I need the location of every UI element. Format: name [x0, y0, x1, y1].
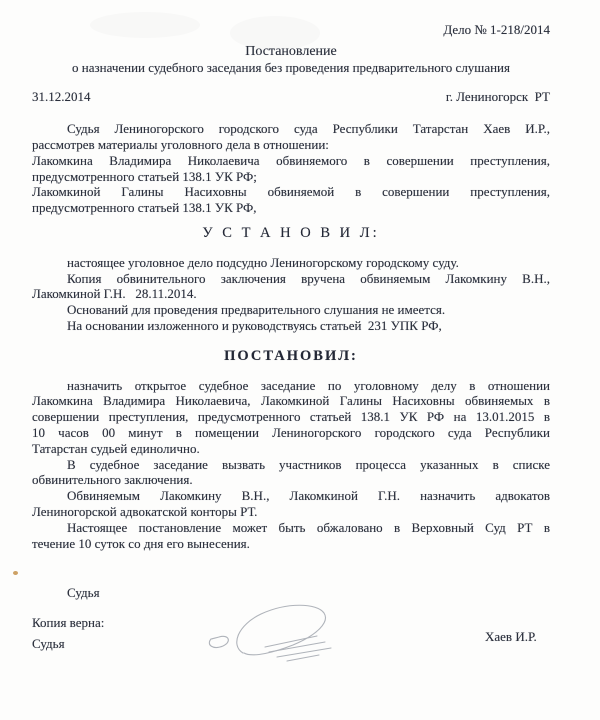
text-line: Обвиняемым Лакомкину В.Н., Лакомкиной Г.Н. назначить адвокатов [67, 488, 550, 504]
text-line: течение 10 суток со дня его вынесения. [32, 535, 250, 551]
section-heading: У С Т А Н О В И Л: [202, 224, 380, 241]
text-line: Настоящее постановление может быть обжаловано в Верховный Суд РТ в [67, 519, 550, 535]
text-line: предусмотренного статьей 138.1 УК РФ, [32, 200, 257, 216]
paragraph [32, 378, 550, 457]
text-line: обвинительного заключения. [32, 472, 193, 488]
document-date: 31.12.2014 [32, 89, 91, 105]
text-line: настоящее уголовное дело подсудно Лениногорскому городскому суду. [67, 254, 459, 270]
text-line: Копия обвинительного заключения вручена обвиняемым Лакомкину В.Н., [67, 270, 550, 286]
document-subtitle: о назначении судебного заседания без проведения предварительного слушания [72, 59, 510, 75]
paragraph [32, 457, 550, 489]
paragraph [32, 488, 550, 520]
paragraph [32, 520, 550, 552]
text-line: Лакомкиной Г.Н. 28.11.2014. [32, 286, 197, 302]
text-line: Лакомкиной Галины Насиховны обвиняемой в совершении преступления, [32, 184, 550, 200]
text-line: Лакомкина Владимира Николаевича, Лакомкиной Галины Насиховны обвиняемых в [32, 393, 550, 409]
copy-judge-label: Судья [32, 636, 65, 651]
judge-signature-icon [205, 601, 345, 663]
paragraph [32, 255, 550, 271]
text-line: Оснований для проведения предварительного слушания не имеется. [67, 302, 446, 318]
text-line: На основании изложенного и руководствуясь статьей 231 УПК РФ, [67, 317, 442, 333]
text-line: Лениногорской адвокатской конторы РТ. [32, 503, 258, 519]
text-line: Татарстан судьей единолично. [32, 440, 200, 456]
document-place: г. Лениногорск РТ [445, 89, 550, 105]
paragraph [32, 271, 550, 303]
copy-certified-note: Копия верна: [32, 615, 105, 630]
document-body [32, 121, 550, 551]
text-line: предусмотренного статьей 138.1 УК РФ; [32, 168, 257, 184]
document-title: Постановление [245, 43, 337, 59]
text-line: Лакомкина Владимира Николаевича обвиняемого в совершении преступления, [32, 152, 550, 168]
text-line: совершении преступления, предусмотренного статьей 138.1 УК РФ на 13.01.2015 в [32, 409, 550, 425]
text-line: В судебное заседание вызвать участников процесса указанных в списке [67, 456, 550, 472]
scan-speck [13, 571, 18, 575]
paragraph [32, 121, 550, 216]
judge-label: Судья [67, 585, 100, 600]
text-line: 10 часов 00 минут в помещении Лениногорского городского суда Республики [32, 424, 550, 440]
date-place-row [32, 89, 550, 105]
section-heading: ПОСТАНОВИЛ: [224, 347, 358, 364]
case-number: Дело № 1-218/2014 [443, 22, 550, 37]
paragraph [32, 318, 550, 334]
judge-name: Хаев И.Р. [485, 629, 537, 644]
text-line: рассмотрев материалы уголовного дела в отношении: [32, 136, 329, 152]
text-line: назначить открытое судебное заседание по уголовному делу в отношении [67, 377, 550, 393]
text-line: Судья Лениногорского городского суда Республики Татарстан Хаев И.Р., [67, 121, 550, 137]
paragraph [32, 302, 550, 318]
